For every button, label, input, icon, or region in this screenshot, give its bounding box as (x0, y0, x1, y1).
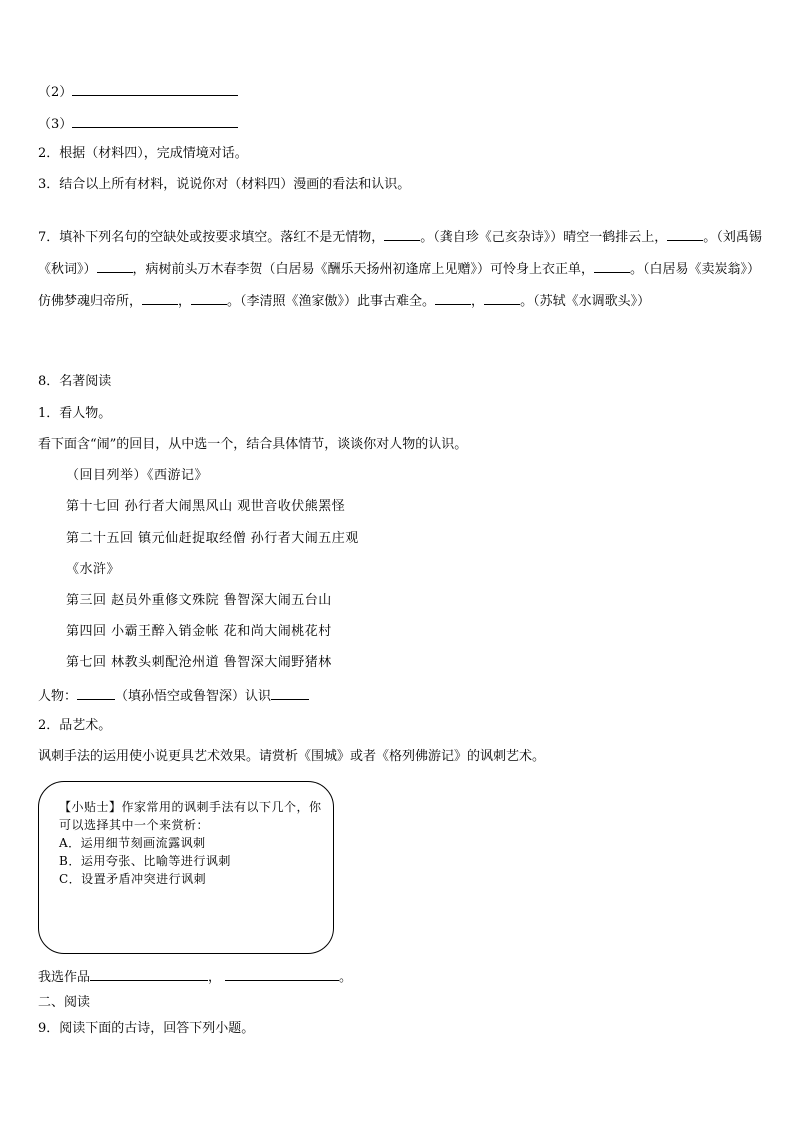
chapter-item: 第二十五回 镇元仙赶捉取经僧 孙行者大闹五庄观 (66, 531, 359, 546)
question-2: 2．根据（材料四），完成情境对话。 (38, 146, 248, 161)
book-xiyouji: （回目列举）《西游记》 (66, 468, 209, 483)
tip-option-c: C．设置矛盾冲突进行讽刺 (59, 872, 207, 886)
item-label: （2） (38, 85, 73, 100)
answer-blank[interactable] (77, 686, 115, 700)
answer-blank[interactable] (97, 259, 133, 273)
q8-sub2: 2．品艺术。 (38, 718, 112, 733)
book-shuihu: 《水浒》 (66, 562, 121, 577)
tip-option-b: B．运用夸张、比喻等进行讽刺 (59, 854, 231, 868)
answer-line-3 (38, 114, 760, 134)
question-3: 3．结合以上所有材料，说说你对（材料四）漫画的看法和认识。 (38, 177, 411, 192)
answer-blank[interactable] (90, 967, 208, 981)
q8-sub1: 1．看人物。 (38, 406, 112, 421)
answer-blank[interactable] (72, 114, 238, 128)
tip-box (38, 781, 334, 954)
answer-blank[interactable] (191, 291, 227, 305)
chapter-item: 第十七回 孙行者大闹黑风山 观世音收伏熊罴怪 (66, 499, 346, 514)
answer-blank[interactable] (435, 291, 471, 305)
question-9: 9．阅读下面的古诗，回答下列小题。 (38, 1021, 255, 1036)
chapter-item: 第三回 赵员外重修文殊院 鲁智深大闹五台山 (66, 593, 332, 608)
answer-blank[interactable] (484, 291, 520, 305)
tip-title: 【小贴士】作家常用的讽刺手法有以下几个，你可以选择其中一个来赏析： (59, 800, 322, 832)
answer-blank[interactable] (72, 82, 238, 96)
chapter-item: 第七回 林教头刺配沧州道 鲁智深大闹野猪林 (66, 655, 332, 670)
tip-option-a: A．运用细节刻画流露讽刺 (59, 836, 206, 850)
answer-blank[interactable] (594, 259, 630, 273)
chapter-item: 第四回 小霸王醉入销金帐 花和尚大闹桃花村 (66, 624, 332, 639)
item-label: （3） (38, 117, 73, 132)
choose-work-line: 我选作品 ， 。 (38, 967, 760, 987)
q8-instruction: 看下面含“闹”的回目，从中选一个，结合具体情节，谈谈你对人物的认识。 (38, 437, 468, 452)
question-8-title: 8．名著阅读 (38, 374, 112, 389)
answer-blank[interactable] (384, 227, 420, 241)
answer-line-2 (38, 82, 760, 102)
section-title: 二、阅读 (38, 995, 91, 1010)
art-instruction: 讽刺手法的运用使小说更具艺术效果。请赏析《围城》或者《格列佛游记》的讽刺艺术。 (38, 749, 546, 764)
person-line: 人物： （填孙悟空或鲁智深）认识 (38, 686, 760, 706)
answer-blank[interactable] (225, 967, 339, 981)
answer-blank[interactable] (271, 686, 309, 700)
answer-blank[interactable] (667, 227, 703, 241)
question-7: 7．填补下列名句的空缺处或按要求填空。落红不是无情物， 。（龚自珍《己亥杂诗》）晴空一鹤排云上， 。（刘禹锡《秋词》） ，病树前头万木春李贺（白居易《酬乐天扬州初逢席上见赠》）可怜身上衣正单， 。（白居易《卖炭翁》）仿佛梦魂归帝所， ， 。（李清照《渔家傲》）此事古难全。 ， 。（苏轼《水调歌头》） (38, 222, 762, 318)
answer-blank[interactable] (142, 291, 178, 305)
